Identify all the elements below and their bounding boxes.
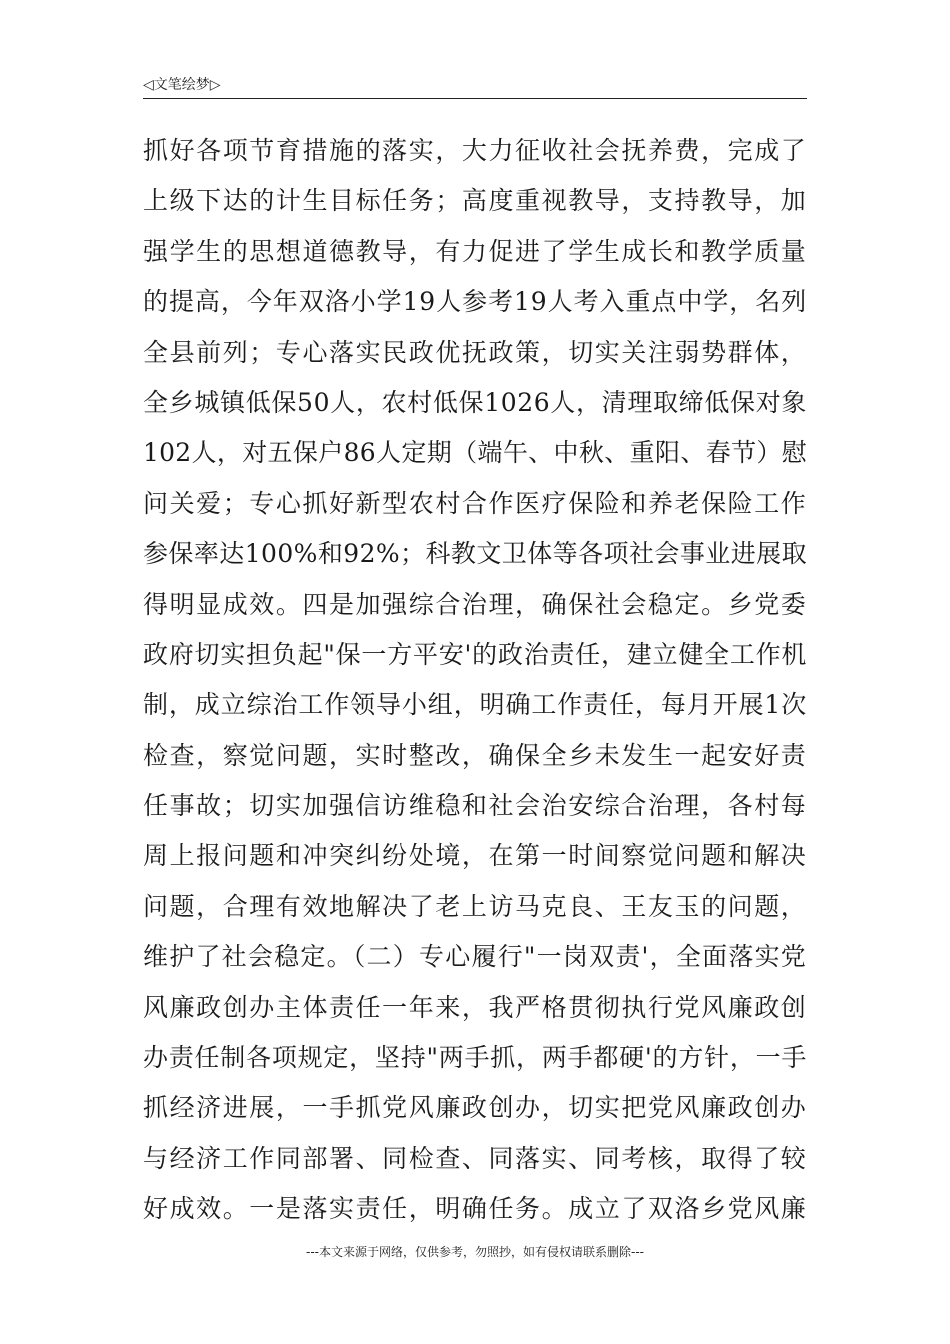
footer-notice: ---本文来源于网络，仅供参考，勿照抄，如有侵权请联系删除--- — [306, 1245, 644, 1259]
header-title: ◁文笔绘梦▷ — [143, 77, 221, 93]
body-line: 任事故；切实加强信访维稳和社会治安综合治理，各村每 — [143, 791, 807, 821]
body-line: 办责任制各项规定，坚持"两手抓，两手都硬'的方针，一手 — [143, 1043, 807, 1073]
body-line: 全县前列；专心落实民政优抚政策，切实关注弱势群体， — [143, 337, 807, 367]
document-body — [143, 126, 807, 1235]
body-line: 政府切实担负起"保一方平安'的政治责任，建立健全工作机 — [143, 639, 807, 669]
body-line: 检查，察觉问题，实时整改，确保全乡未发生一起安好责 — [143, 740, 807, 770]
body-line: 的提高，今年双洛小学19人参考19人考入重点中学，名列 — [143, 287, 807, 317]
body-line: 102人，对五保户86人定期（端午、中秋、重阳、春节）慰 — [143, 438, 807, 468]
body-line: 维护了社会稳定。（二）专心履行"一岗双责'，全面落实党 — [143, 942, 807, 972]
body-line: 制，成立综治工作领导小组，明确工作责任，每月开展1次 — [143, 690, 807, 720]
body-line: 上级下达的计生目标任务；高度重视教导，支持教导，加 — [143, 186, 807, 216]
body-line: 与经济工作同部署、同检查、同落实、同考核，取得了较 — [143, 1143, 807, 1173]
page-header — [143, 72, 807, 99]
body-line: 风廉政创办主体责任一年来，我严格贯彻执行党风廉政创 — [143, 992, 807, 1022]
body-line: 抓好各项节育措施的落实，大力征收社会抚养费，完成了 — [143, 136, 807, 165]
body-line: 全乡城镇低保50人，农村低保1026人，清理取缔低保对象 — [143, 387, 807, 417]
body-line: 得明显成效。四是加强综合治理，确保社会稳定。乡党委 — [143, 589, 807, 619]
body-line: 强学生的思想道德教导，有力促进了学生成长和教学质量 — [143, 236, 807, 266]
body-line: 好成效。一是落实责任，明确任务。成立了双洛乡党风廉 — [143, 1194, 807, 1224]
body-line: 问关爱；专心抓好新型农村合作医疗保险和养老保险工作 — [143, 488, 807, 518]
body-line: 抓经济进展，一手抓党风廉政创办，切实把党风廉政创办 — [143, 1093, 807, 1123]
body-line: 周上报问题和冲突纠纷处境，在第一时间察觉问题和解决 — [143, 841, 807, 871]
body-line: 参保率达100%和92%；科教文卫体等各项社会事业进展取 — [143, 539, 807, 569]
body-line: 问题，合理有效地解决了老上访马克良、王友玉的问题， — [143, 891, 807, 921]
